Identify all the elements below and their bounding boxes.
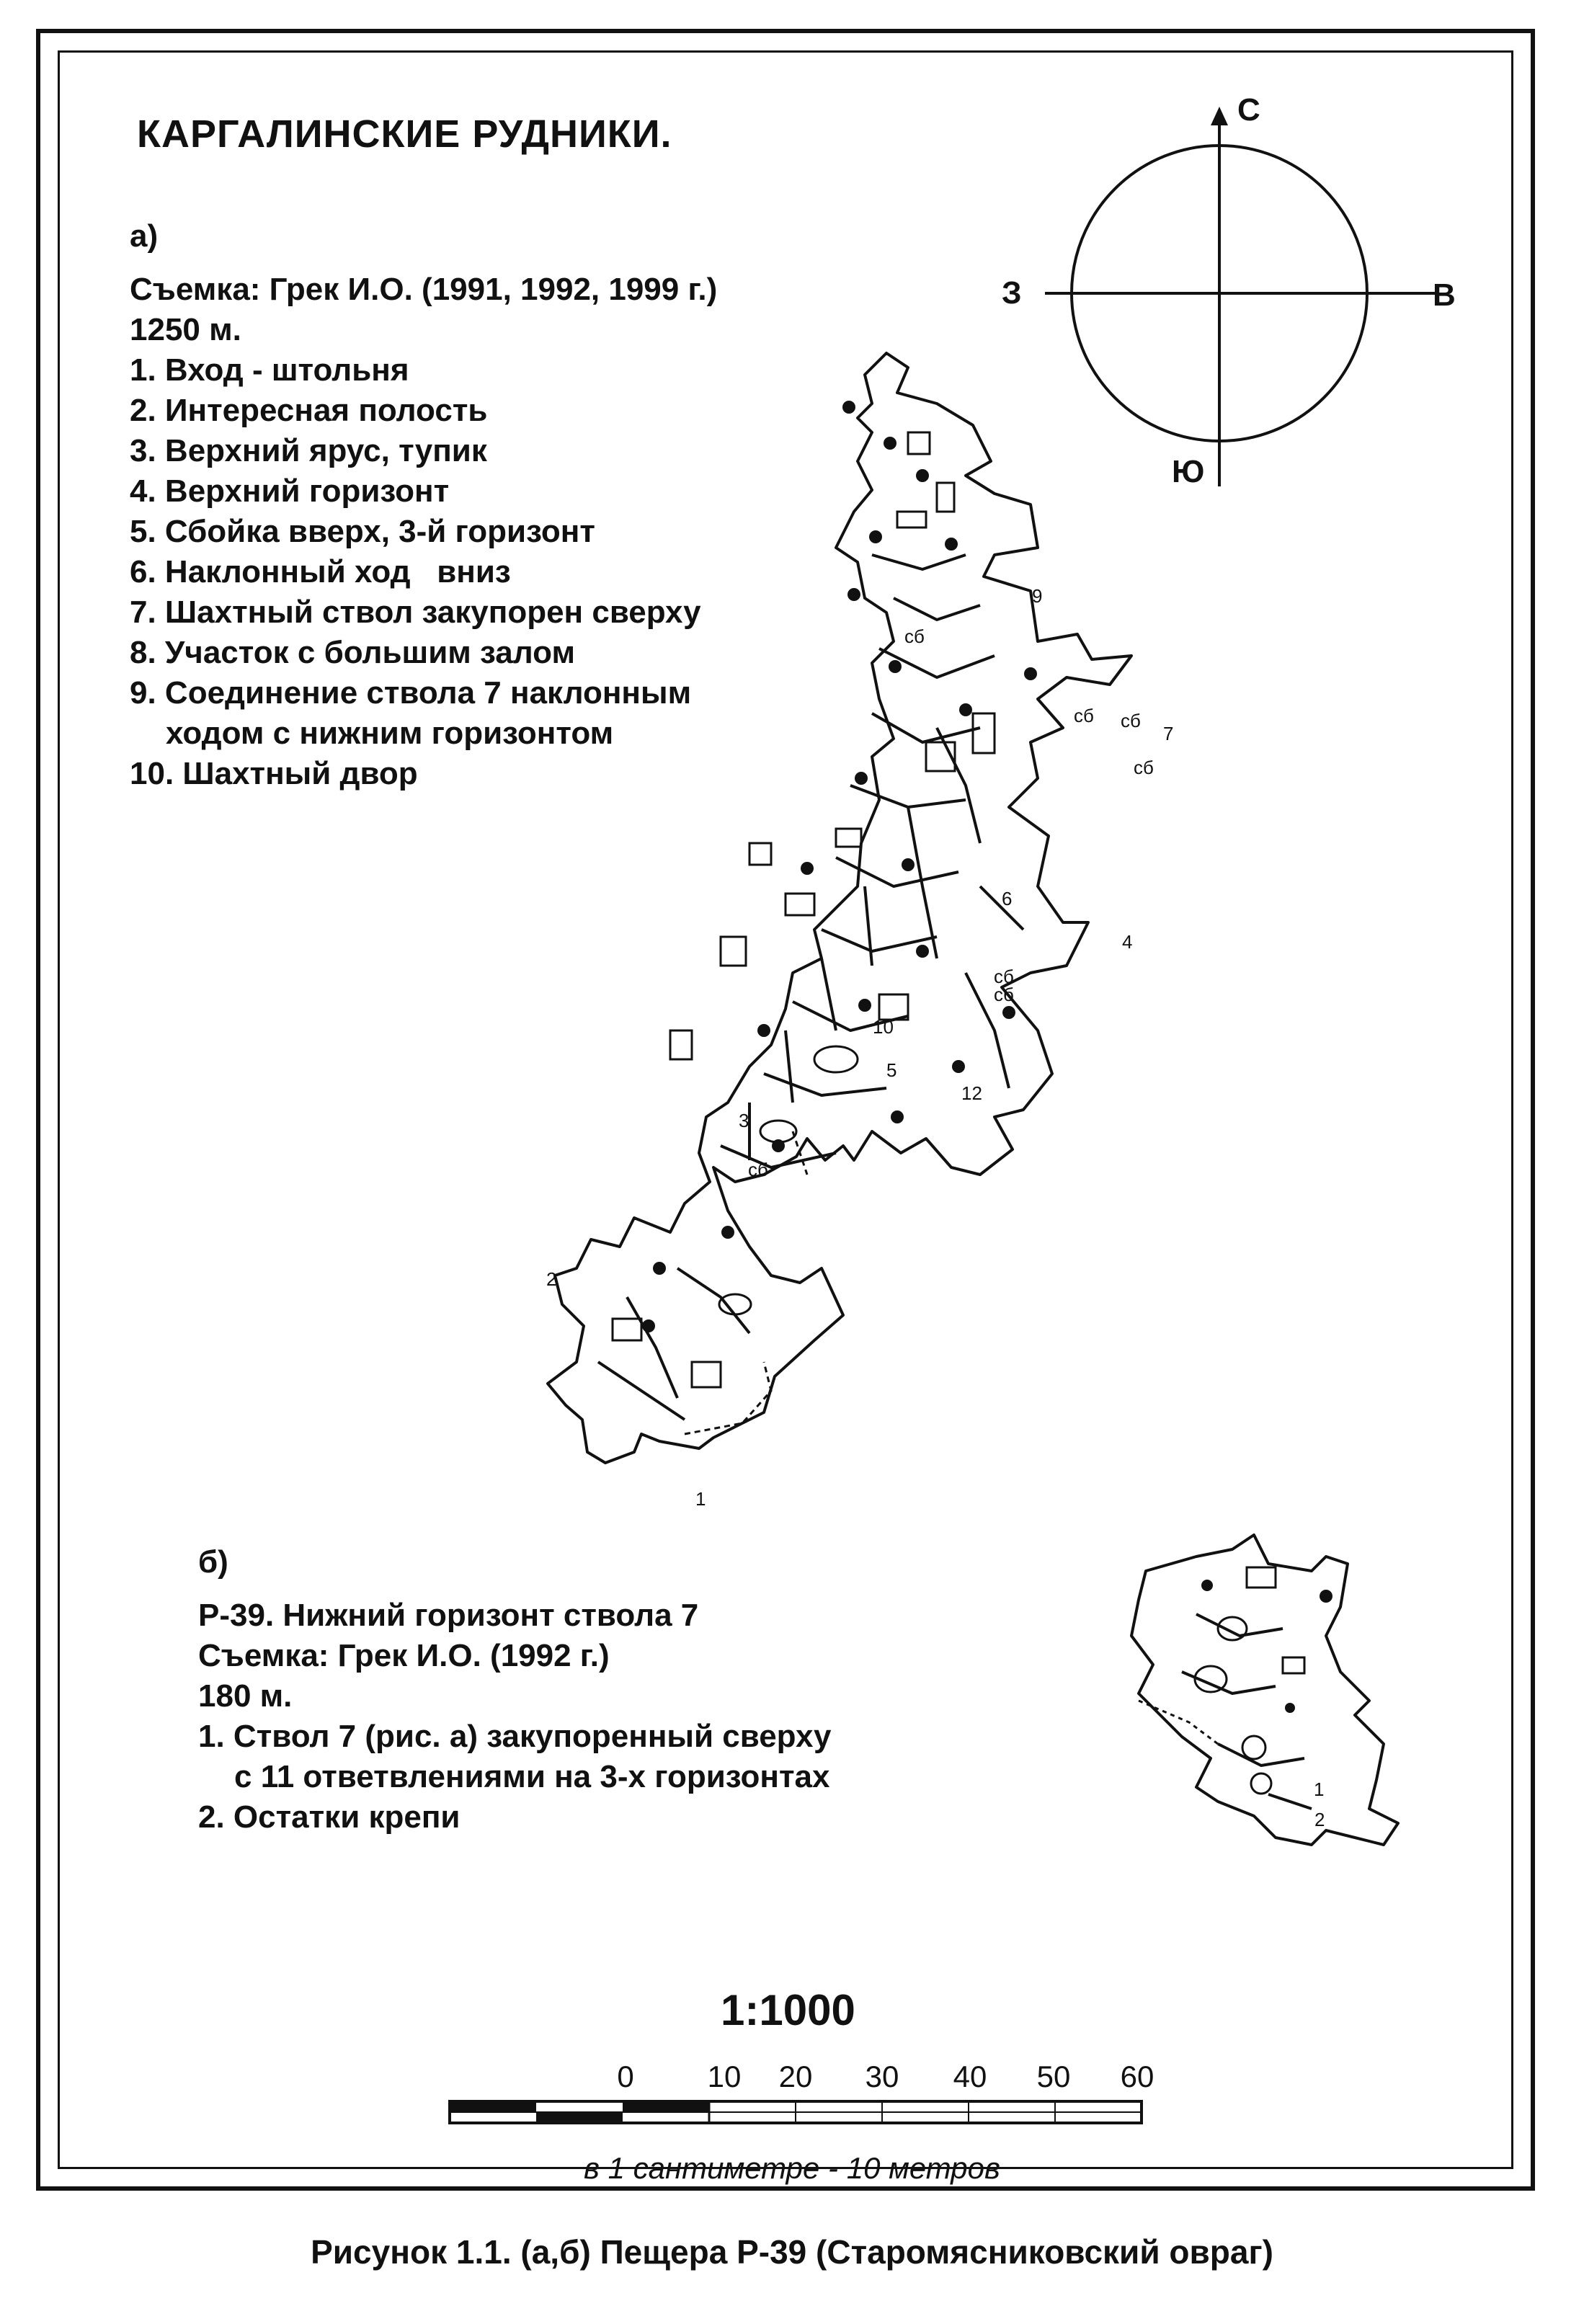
legend-a-label: а) <box>130 218 159 254</box>
legend-a-item: 7. Шахтный ствол закупорен сверху <box>130 595 701 630</box>
cave-outline-b <box>1131 1535 1398 1845</box>
legend-b-label: б) <box>198 1544 228 1580</box>
legend-a-item: 10. Шахтный двор <box>130 756 418 791</box>
map-label-6: 6 <box>1002 888 1013 909</box>
scale-tick: 0 <box>617 2060 634 2093</box>
map-label-sb: сб <box>904 625 925 647</box>
legend-b-item: 2. Остатки крепи <box>198 1799 460 1835</box>
map-label-sb: сб <box>1074 705 1094 726</box>
map-label-7: 7 <box>1163 723 1174 744</box>
figure-caption: Рисунок 1.1. (а,б) Пещера Р-39 (Старомясниковский овраг) <box>311 2233 1273 2271</box>
map-label-sb: сб <box>994 966 1014 987</box>
map-label-12: 12 <box>961 1082 982 1104</box>
legend-a-item: 8. Участок с большим залом <box>130 635 575 670</box>
compass-east-label: В <box>1433 277 1456 313</box>
map-label-sb: сб <box>1121 710 1141 731</box>
map-label-3: 3 <box>739 1110 749 1131</box>
map-title: КАРГАЛИНСКИЕ РУДНИКИ. <box>137 112 672 156</box>
map-label-5: 5 <box>886 1059 897 1081</box>
cave-outline-a <box>548 353 1131 1463</box>
legend-b-item: 1. Ствол 7 (рис. а) закупоренный сверху <box>198 1719 832 1754</box>
map-label-sb: сб <box>748 1159 768 1180</box>
legend-b-survey: Съемка: Грек И.О. (1992 г.) <box>198 1638 610 1673</box>
map-label-4: 4 <box>1122 931 1133 953</box>
legend-b <box>198 1542 831 1838</box>
cave-passage <box>598 728 1023 1420</box>
map-b-label-2: 2 <box>1314 1809 1325 1830</box>
cave-map-b <box>1110 1528 1412 1874</box>
scale-tick: 50 <box>1036 2060 1071 2093</box>
cave-map-a <box>533 339 1254 1506</box>
map-label-10: 10 <box>873 1016 894 1038</box>
compass-west-label: З <box>1002 275 1022 311</box>
map-b-label-1: 1 <box>1314 1778 1325 1800</box>
legend-a-item: 2. Интересная полость <box>130 393 488 428</box>
scale-tick: 20 <box>778 2060 813 2093</box>
scale-bar <box>447 2090 1153 2133</box>
scale-tick: 60 <box>1120 2060 1154 2093</box>
north-arrow-icon <box>1211 107 1228 125</box>
legend-a-item: 3. Верхний ярус, тупик <box>130 433 487 468</box>
legend-b-name: Р-39. Нижний горизонт ствола 7 <box>198 1598 699 1633</box>
legend-a-item: 1. Вход - штольня <box>130 352 409 388</box>
legend-a-item-continued: ходом с нижним горизонтом <box>166 716 614 751</box>
legend-a-survey: Съемка: Грек И.О. (1991, 1992, 1999 г.) <box>130 272 718 307</box>
legend-b-item-continued: с 11 ответвлениями на 3-х горизонтах <box>234 1759 830 1794</box>
compass-north-label: С <box>1237 92 1260 128</box>
legend-b-length: 180 м. <box>198 1678 293 1714</box>
scale-ratio: 1:1000 <box>721 1986 855 2034</box>
map-label-sb: сб <box>994 984 1014 1005</box>
scale-tick: 40 <box>953 2060 987 2093</box>
scale-tick: 30 <box>865 2060 899 2093</box>
scale-note: в 1 сантиметре - 10 метров <box>584 2151 1000 2185</box>
map-label-1: 1 <box>695 1488 706 1510</box>
scale-tick: 10 <box>707 2060 742 2093</box>
compass-south-label: Ю <box>1172 454 1205 489</box>
legend-a-item: 9. Соединение ствола 7 наклонным <box>130 675 692 711</box>
legend-a-item: 6. Наклонный ход вниз <box>130 554 511 589</box>
map-label-sb: сб <box>1134 757 1154 778</box>
legend-a-item: 5. Сбойка вверх, 3-й горизонт <box>130 514 595 549</box>
legend-a-item: 4. Верхний горизонт <box>130 473 450 509</box>
cave-passage <box>721 555 995 1167</box>
map-label-9: 9 <box>1032 585 1043 607</box>
map-label-2: 2 <box>546 1268 557 1290</box>
legend-a-length: 1250 м. <box>130 312 241 347</box>
